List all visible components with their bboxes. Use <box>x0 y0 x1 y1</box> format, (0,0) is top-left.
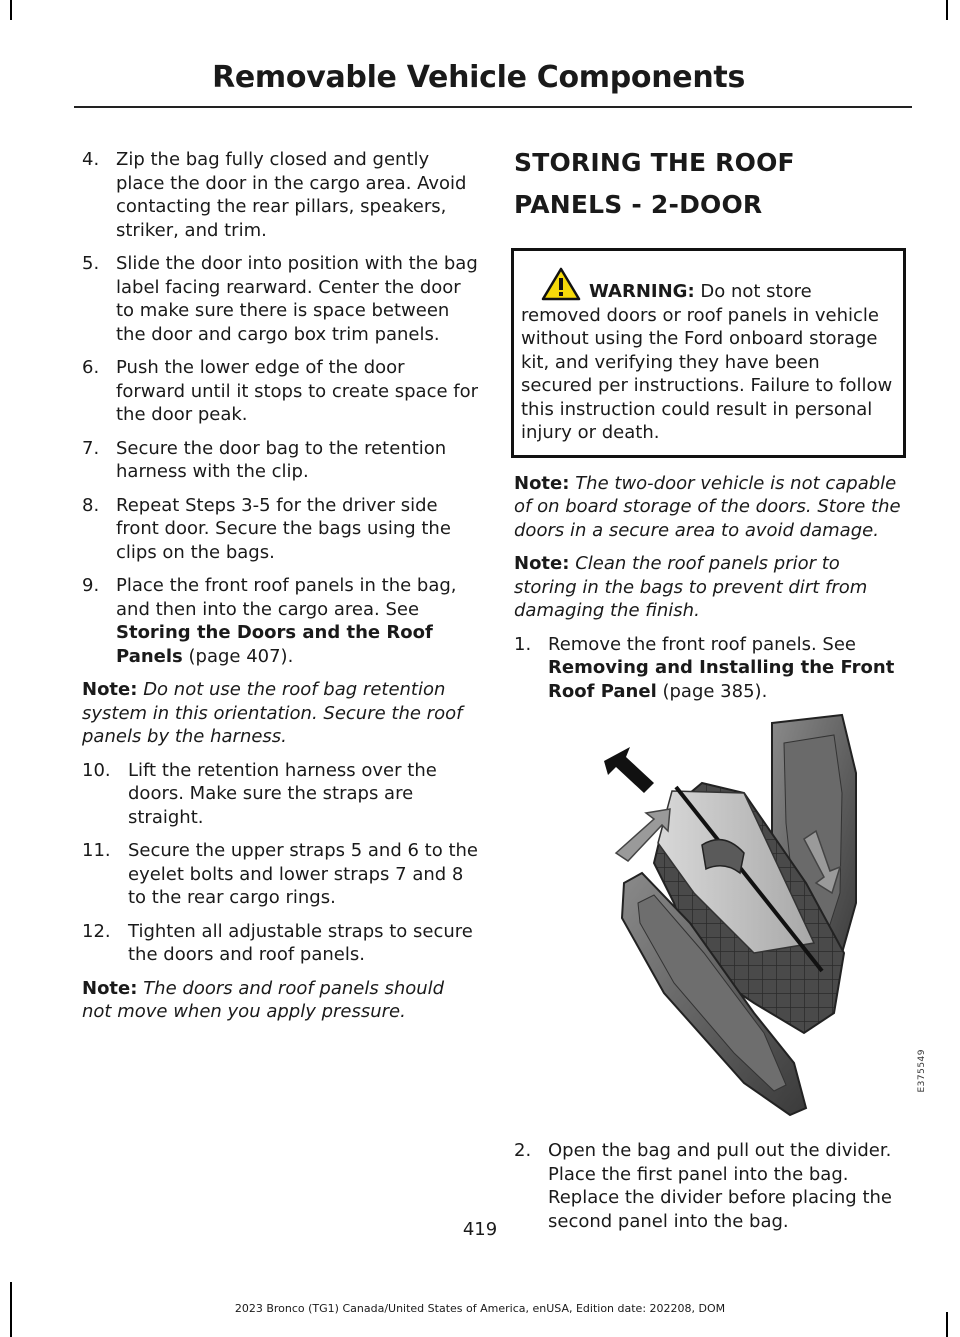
cross-reference-link[interactable]: Removing and Installing the Front Roof Panel <box>548 657 895 702</box>
step-text: Open the bag and pull out the divider. Place the first panel into the bag. Replace the divider before placing the second panel into the bag. <box>548 1140 892 1232</box>
step-number: 9. <box>82 575 100 596</box>
note <box>82 977 478 1024</box>
section-title: STORING THE ROOF PANELS - 2-DOOR <box>514 148 795 219</box>
step-number: 12. <box>82 920 111 942</box>
note-text: The two-door vehicle is not capable of on board storage of the doors. Store the doors in a secure area to avoid damage. <box>514 472 901 541</box>
list-item <box>82 494 478 565</box>
roof-panel-illustration <box>594 713 927 1123</box>
page-reference: (page 407). <box>188 645 294 667</box>
step-text: Repeat Steps 3-5 for the driver side front door. Secure the bags using the clips on the bags. <box>116 494 451 563</box>
list-item <box>82 839 478 910</box>
note-text: Clean the roof panels prior to storing in the bags to prevent dirt from damaging the finish. <box>514 553 868 621</box>
step-body: Place the front roof panels in the bag, and then into the cargo area. See <box>116 575 457 620</box>
right-column <box>514 148 927 1243</box>
note <box>514 552 906 623</box>
step-text <box>116 574 478 668</box>
header-divider <box>74 106 912 108</box>
list-item <box>82 356 478 427</box>
page-header-title: Removable Vehicle Components <box>212 60 745 95</box>
cross-reference-link[interactable]: Storing the Doors and the Roof Panels <box>116 622 433 667</box>
step-text: Secure the door bag to the retention harness with the clip. <box>116 437 447 482</box>
step-number: 5. <box>82 253 100 274</box>
note <box>82 678 478 749</box>
step-text: Tighten all adjustable straps to secure the doors and roof panels. <box>128 920 473 965</box>
list-item <box>82 437 478 484</box>
list-item <box>514 633 906 704</box>
figure-code: E375549 <box>916 1049 927 1093</box>
step-text: Zip the bag fully closed and gently place the door in the cargo area. Avoid contacting the rear pillars, speakers, striker, and trim. <box>116 149 467 241</box>
warning-box <box>511 248 906 458</box>
step-number: 2. <box>514 1140 532 1161</box>
roof-panel-drawing <box>594 713 924 1123</box>
note-label: Note: <box>82 977 138 999</box>
step-number: 6. <box>82 357 100 378</box>
list-item <box>82 148 478 242</box>
note-label: Note: <box>514 472 570 494</box>
step-text: Secure the upper straps 5 and 6 to the eyelet bolts and lower straps 7 and 8 to the rear cargo rings. <box>128 840 478 908</box>
step-text: Push the lower edge of the door forward until it stops to create space for the door peak. <box>116 357 479 425</box>
note-text: The doors and roof panels should not move when you apply pressure. <box>82 977 445 1022</box>
note-text: Do not use the roof bag retention system in this orientation. Secure the roof panels by the harness. <box>82 679 463 747</box>
note <box>514 472 906 543</box>
warning-text: Do not store removed doors or roof panels in vehicle without using the Ford onboard storage kit, and verifying they have been secured per instructions. Failure to follow this instruction could result in personal injury or death. <box>521 281 893 443</box>
step-number: 10. <box>82 759 111 781</box>
step-text: Slide the door into position with the bag label facing rearward. Center the door to make sure there is space between the door and cargo box trim panels. <box>116 253 478 345</box>
warning-triangle-icon <box>541 267 581 301</box>
left-column <box>82 148 478 1034</box>
list-item <box>82 574 478 668</box>
step-number: 8. <box>82 494 100 516</box>
crop-mark-top-left <box>10 0 12 20</box>
note-label: Note: <box>82 679 138 700</box>
step-number: 1. <box>514 633 532 655</box>
note-label: Note: <box>514 553 570 574</box>
list-item <box>82 920 478 967</box>
crop-mark-top-right <box>946 0 948 20</box>
crop-mark-bottom-right <box>946 1312 948 1337</box>
step-text <box>548 633 906 704</box>
step-number: 11. <box>82 840 111 861</box>
step-number: 7. <box>82 437 100 459</box>
list-item <box>82 759 478 830</box>
warning-label: WARNING: <box>589 281 695 302</box>
page-reference: (page 385). <box>662 680 768 702</box>
step-number: 4. <box>82 149 100 170</box>
page-number: 419 <box>462 1219 498 1240</box>
page-footer: 2023 Bronco (TG1) Canada/United States of America, enUSA, Edition date: 202208, DOM <box>234 1302 726 1315</box>
step-body: Remove the front roof panels. See <box>548 633 856 655</box>
step-text: Lift the retention harness over the doors. Make sure the straps are straight. <box>128 759 437 828</box>
list-item <box>82 252 478 346</box>
pointer-arrow-icon <box>604 747 654 793</box>
